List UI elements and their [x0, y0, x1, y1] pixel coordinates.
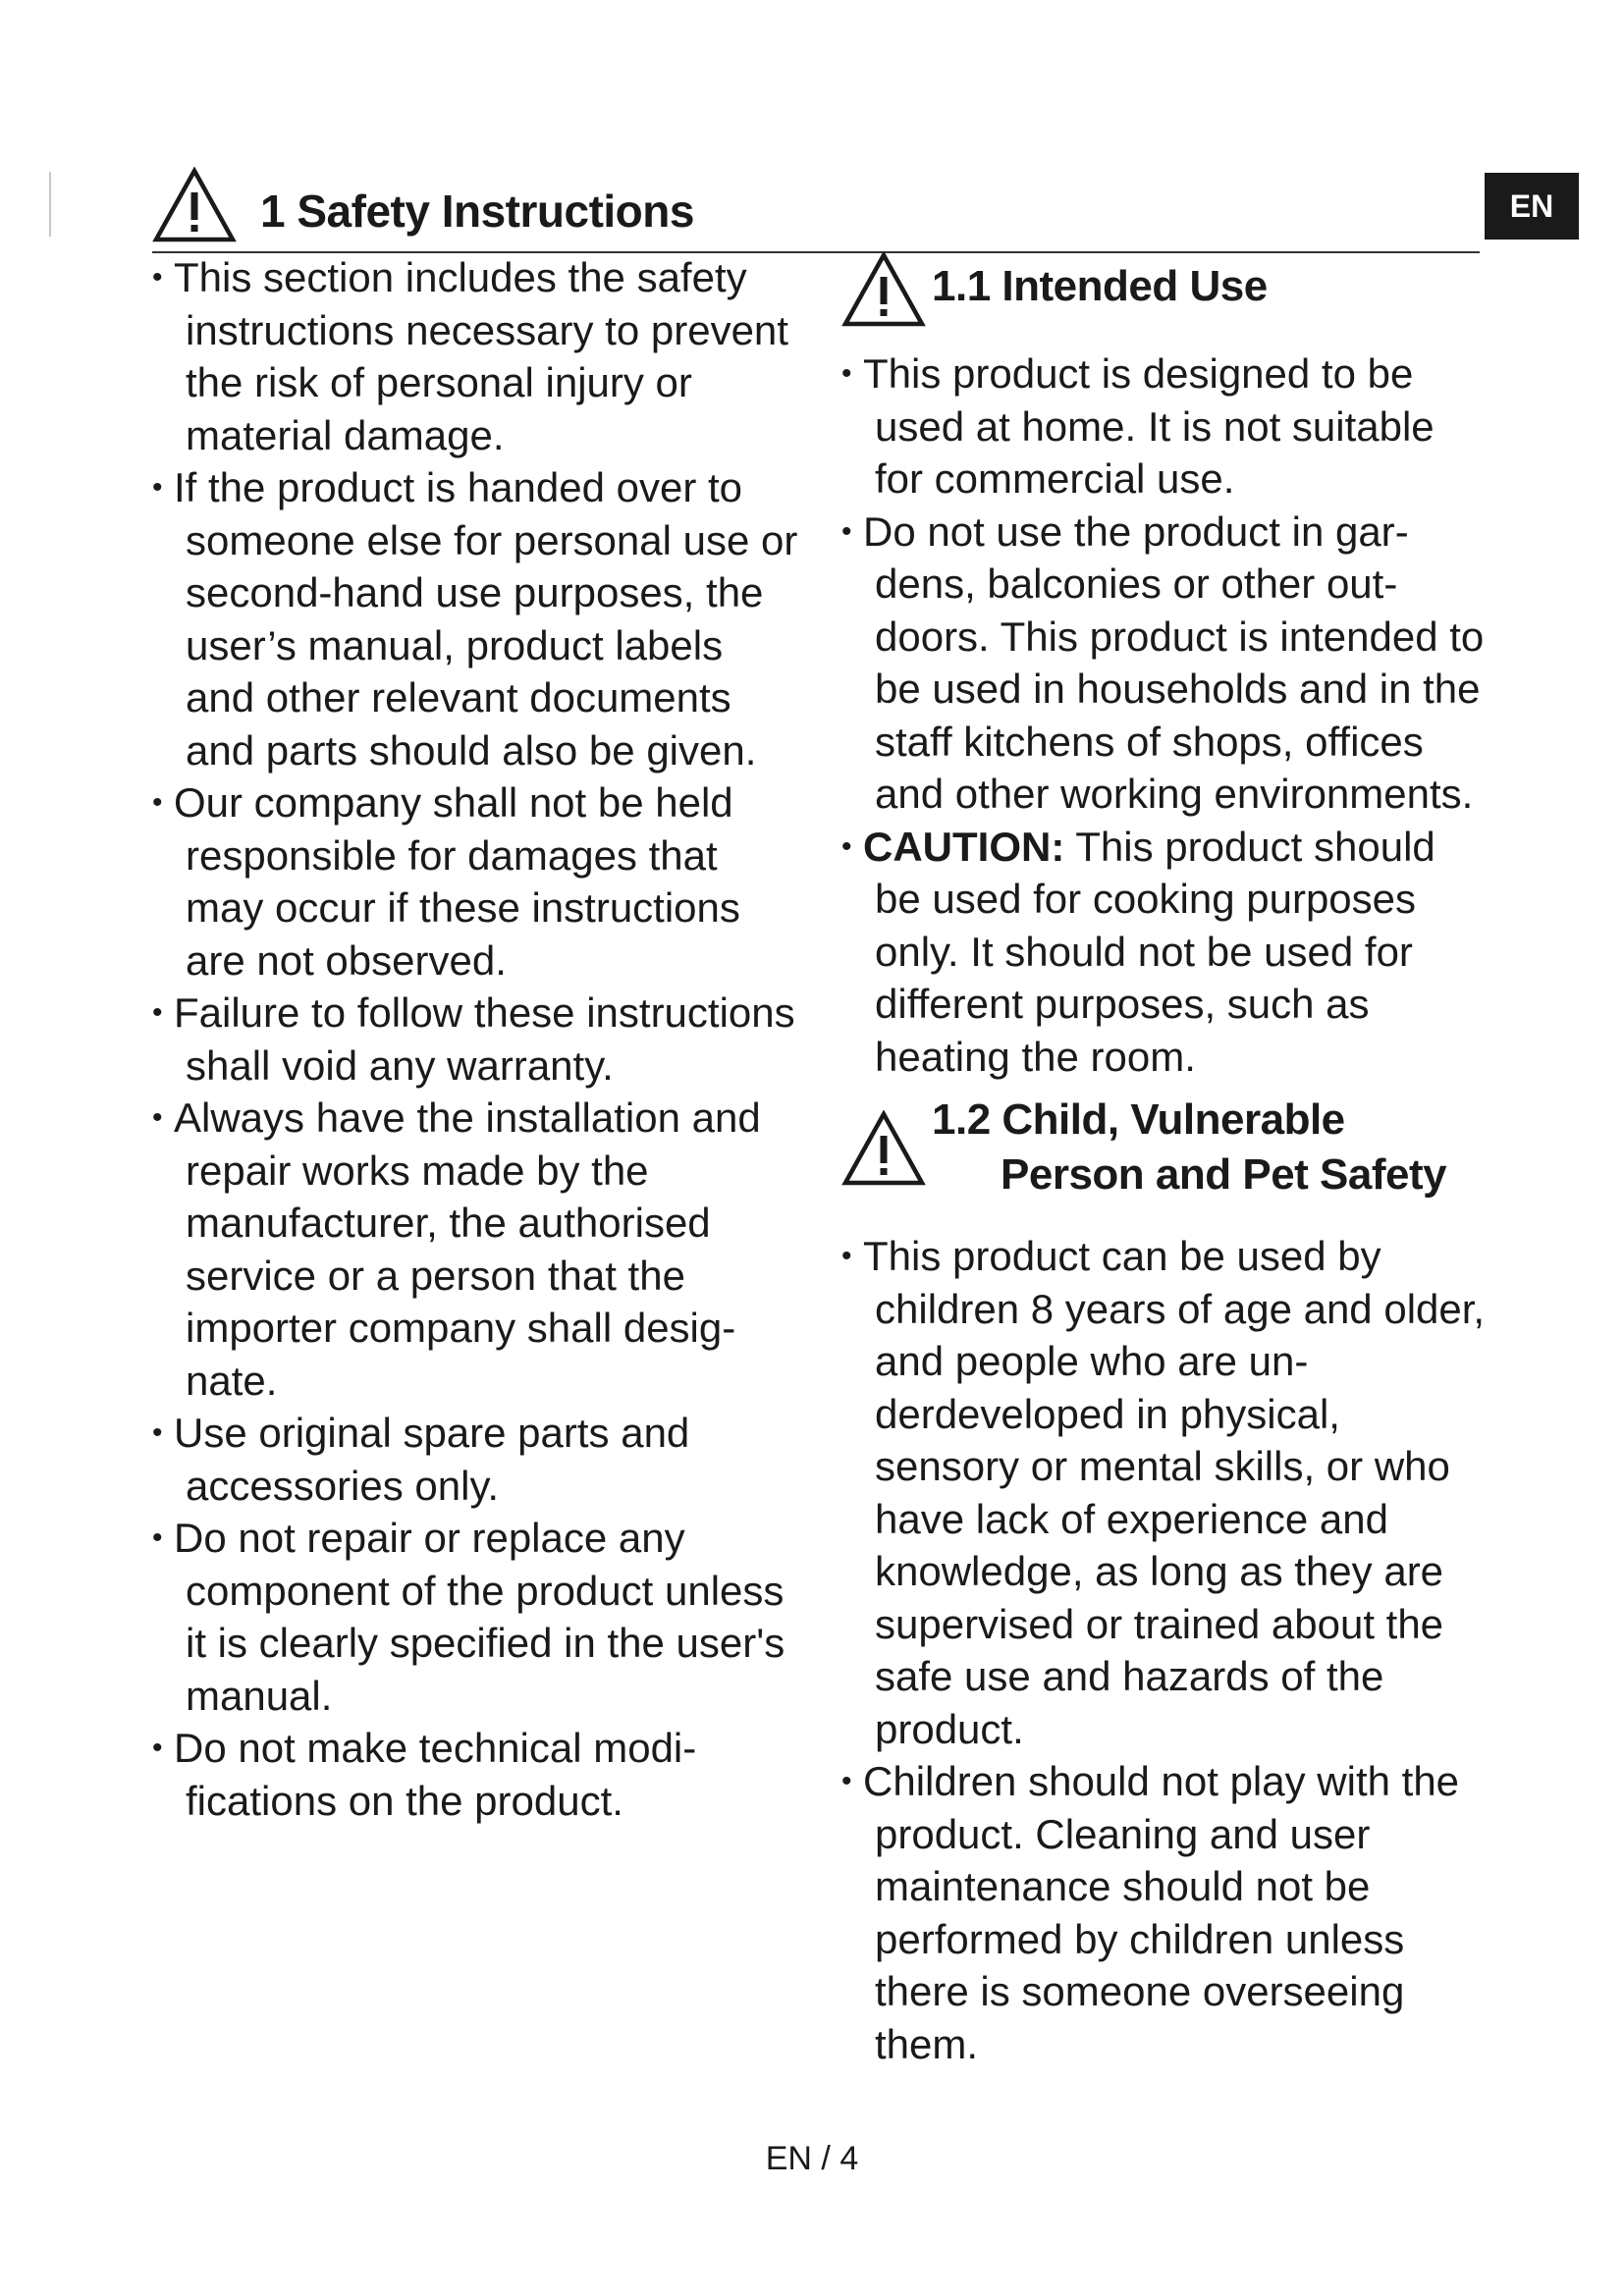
list-item: • Our company shall not be held responsible for damages that may occur if these instructions are not observed.: [152, 776, 800, 987]
list-item: • Do not repair or replace any component of the product unless it is clearly specified in the user's manual.: [152, 1512, 800, 1722]
warning-triangle-icon: [152, 167, 237, 243]
language-tab: EN: [1485, 173, 1579, 240]
page-title: 1 Safety Instructions: [260, 186, 694, 237]
list-item: • Children should not play with the product. Cleaning and user maintenance should not be performed by children unless there is someone overseeing them.: [841, 1755, 1489, 2070]
list-item-caution: [841, 821, 1489, 1084]
child-safety-list: [841, 1230, 1489, 2070]
safety-list: [152, 251, 800, 1827]
intended-use-header: [841, 251, 1489, 347]
child-safety-header: [841, 1093, 1489, 1230]
caution-text: This product should be used for cooking purposes only. It should not be used for different purposes, such as heating the room.: [875, 823, 1435, 1080]
list-item: • Use original spare parts and accessories only.: [152, 1407, 800, 1512]
warning-triangle-icon: [841, 1110, 926, 1187]
list-item: • If the product is handed over to someone else for personal use or second-hand use purposes, the user’s manual, product labels and other relevant documents and parts should also be given.: [152, 461, 800, 776]
left-column: [152, 251, 800, 1827]
list-item: • Do not make technical modifications on the product.: [152, 1722, 800, 1827]
section-title: [932, 1093, 1482, 1202]
list-item: • This product can be used by children 8 years of age and older, and people who are underdeveloped in physical, sensory or mental skills, or who have lack of experience and knowledge, as long as they are supervised or trained about the safe use and hazards of the product.: [841, 1230, 1489, 1755]
list-item: • This product is designed to be used at home. It is not suitable for commercial use.: [841, 347, 1489, 506]
section-header: [152, 165, 1480, 253]
section-title-line1: 1.2 Child, Vulnerable: [932, 1095, 1345, 1144]
right-column: [841, 251, 1489, 2070]
list-item: • Do not use the product in gardens, balconies or other outdoors. This product is intended to be used in households and in the staff kitchens of shops, offices and other working environments.: [841, 506, 1489, 821]
list-item: • Failure to follow these instructions shall void any warranty.: [152, 987, 800, 1092]
list-item: • This section includes the safety instructions necessary to prevent the risk of personal injury or material damage.: [152, 251, 800, 461]
margin-marker: [49, 172, 51, 237]
section-title-line2: Person and Pet Safety: [1001, 1150, 1447, 1199]
intended-use-list: [841, 347, 1489, 1083]
warning-triangle-icon: [841, 251, 926, 328]
page-number: EN / 4: [765, 2140, 859, 2177]
caution-label: CAUTION:: [863, 823, 1065, 870]
list-item: • Always have the installation and repair works made by the manufacturer, the authorised service or a person that the importer company shall designate.: [152, 1092, 800, 1407]
section-title: 1.1 Intended Use: [932, 262, 1268, 310]
